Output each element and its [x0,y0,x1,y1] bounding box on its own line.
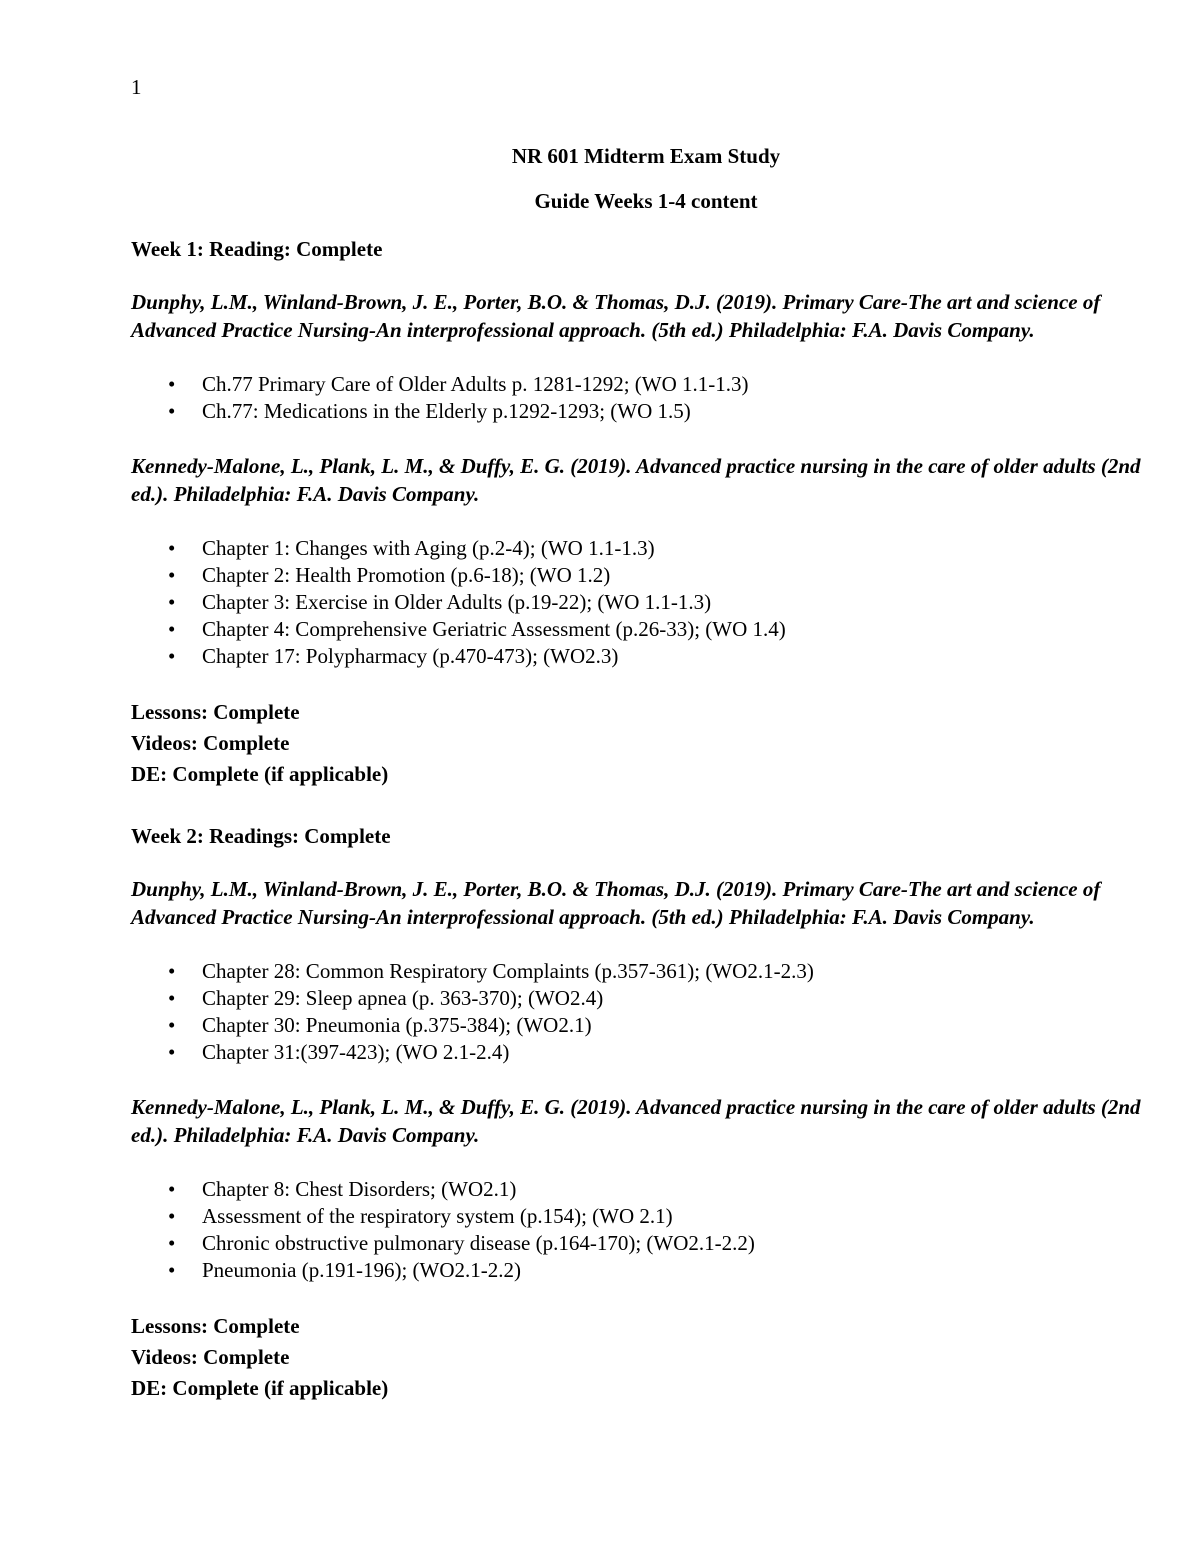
list-item [131,1176,1161,1203]
list-item-text: Chapter 8: Chest Disorders; (WO2.1) [202,1177,517,1201]
list-item [131,398,1161,425]
list-item-text: Chapter 28: Common Respiratory Complaints (p.357-361); (WO2.1-2.3) [202,959,814,983]
week-heading: Week 1: Reading: Complete [131,237,383,261]
list-item [131,958,1161,985]
list-item-text: Chronic obstructive pulmonary disease (p.164-170); (WO2.1-2.2) [202,1231,755,1255]
list-item-text: Chapter 29: Sleep apnea (p. 363-370); (WO2.4) [202,986,604,1010]
de-status: DE: Complete (if applicable) [131,762,389,786]
reading-list [131,958,1161,1066]
list-item-text: Chapter 2: Health Promotion (p.6-18); (WO 1.2) [202,563,611,587]
bullet-icon: • [168,1177,176,1201]
list-item-text: Chapter 30: Pneumonia (p.375-384); (WO2.1) [202,1013,592,1037]
videos-status: Videos: Complete [131,1345,290,1369]
bullet-icon: • [168,644,176,668]
bullet-icon: • [168,563,176,587]
de-status: DE: Complete (if applicable) [131,1376,389,1400]
list-item [131,616,1161,643]
list-item [131,1203,1161,1230]
citation: Dunphy, L.M., Winland-Brown, J. E., Porter, B.O. & Thomas, D.J. (2019). Primary Care-The art and science of Advanced Practice Nursing-An interprofessional approach. (5th ed.) Philadelphia: F.A. Davis Company. [131,877,1101,929]
citation: Dunphy, L.M., Winland-Brown, J. E., Porter, B.O. & Thomas, D.J. (2019). Primary Care-The art and science of Advanced Practice Nursing-An interprofessional approach. (5th ed.) Philadelphia: F.A. Davis Company. [131,290,1101,342]
reading-list [131,1176,1161,1284]
citation: Kennedy-Malone, L., Plank, L. M., & Duffy, E. G. (2019). Advanced practice nursing in the care of older adults (2nd ed.). Philadelphia: F.A. Davis Company. [131,454,1141,506]
list-item-text: Pneumonia (p.191-196); (WO2.1-2.2) [202,1258,522,1282]
week-heading: Week 2: Readings: Complete [131,824,391,848]
list-item [131,1257,1161,1284]
bullet-icon: • [168,1204,176,1228]
list-item-text: Chapter 17: Polypharmacy (p.470-473); (WO2.3) [202,644,619,668]
list-item [131,985,1161,1012]
bullet-icon: • [168,1040,176,1064]
reading-list [131,371,1161,425]
week-1-section [131,236,1161,790]
bullet-icon: • [168,1013,176,1037]
bullet-icon: • [168,959,176,983]
list-item [131,371,1161,398]
bullet-icon: • [168,372,176,396]
page-number: 1 [131,75,142,99]
list-item-text: Assessment of the respiratory system (p.154); (WO 2.1) [202,1204,673,1228]
status-block [131,697,1161,790]
document-title-line-2: Guide Weeks 1-4 content [534,189,758,213]
list-item-text: Chapter 4: Comprehensive Geriatric Assessment (p.26-33); (WO 1.4) [202,617,786,641]
list-item [131,535,1161,562]
list-item [131,1230,1161,1257]
bullet-icon: • [168,1258,176,1282]
list-item [131,562,1161,589]
list-item [131,1039,1161,1066]
bullet-icon: • [168,986,176,1010]
bullet-icon: • [168,1231,176,1255]
list-item [131,1012,1161,1039]
reading-list [131,535,1161,670]
lessons-status: Lessons: Complete [131,1314,300,1338]
videos-status: Videos: Complete [131,731,290,755]
citation: Kennedy-Malone, L., Plank, L. M., & Duffy, E. G. (2019). Advanced practice nursing in the care of older adults (2nd ed.). Philadelphia: F.A. Davis Company. [131,1095,1141,1147]
bullet-icon: • [168,536,176,560]
list-item-text: Ch.77 Primary Care of Older Adults p. 1281-1292; (WO 1.1-1.3) [202,372,749,396]
document-body [131,143,1161,1437]
list-item-text: Chapter 3: Exercise in Older Adults (p.19-22); (WO 1.1-1.3) [202,590,712,614]
document-title-line-1: NR 601 Midterm Exam Study [511,144,781,168]
bullet-icon: • [168,590,176,614]
list-item-text: Chapter 31:(397-423); (WO 2.1-2.4) [202,1040,510,1064]
bullet-icon: • [168,399,176,423]
list-item [131,589,1161,616]
lessons-status: Lessons: Complete [131,700,300,724]
list-item [131,643,1161,670]
bullet-icon: • [168,617,176,641]
list-item-text: Ch.77: Medications in the Elderly p.1292-1293; (WO 1.5) [202,399,691,423]
week-2-section [131,823,1161,1404]
status-block [131,1311,1161,1404]
list-item-text: Chapter 1: Changes with Aging (p.2-4); (WO 1.1-1.3) [202,536,655,560]
